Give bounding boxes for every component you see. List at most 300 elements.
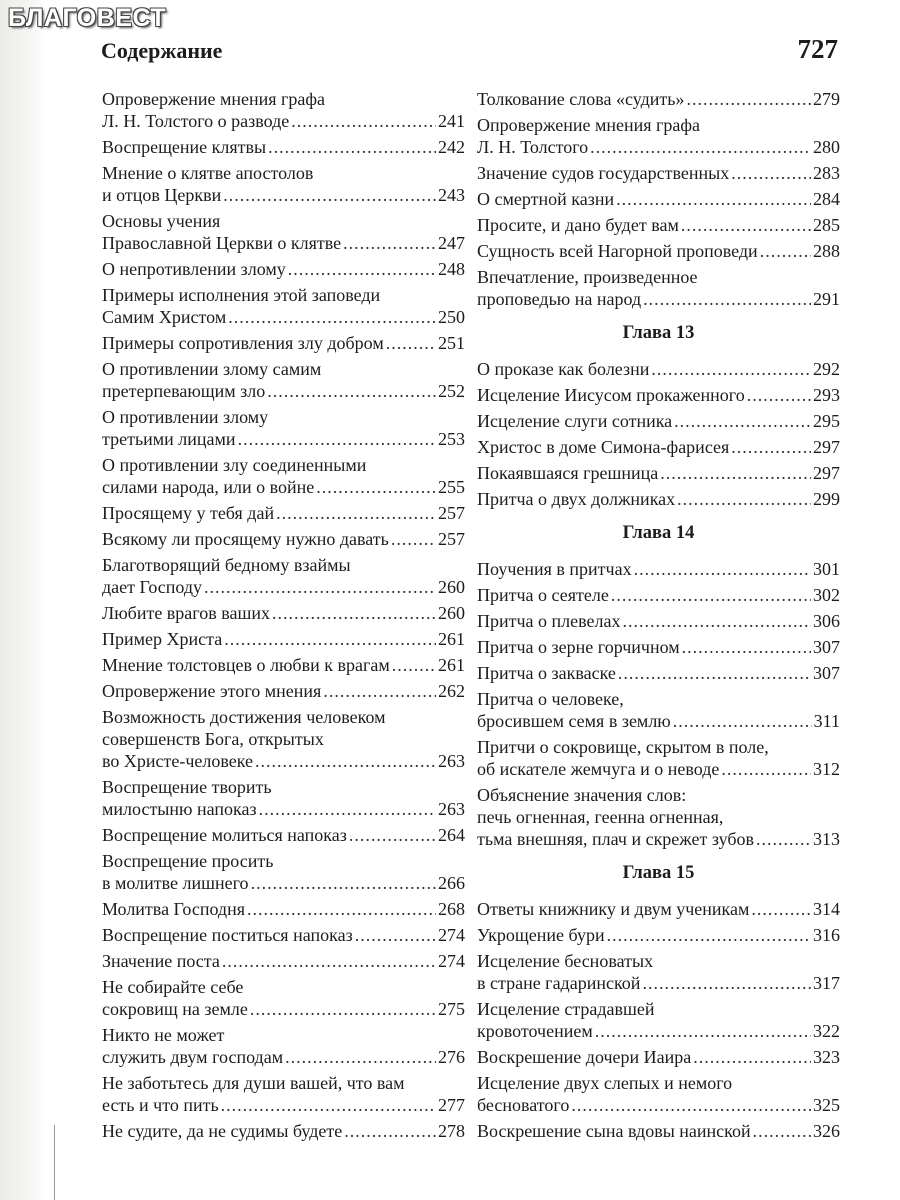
toc-entry-line: Исцеление слуги сотника [477, 411, 673, 431]
toc-entry-line: Молитва Господня [102, 899, 245, 919]
toc-entry-line: Притча о человеке, [477, 689, 624, 709]
toc-entry-final-line [102, 998, 465, 1020]
toc-page-number: 263 [438, 751, 465, 771]
toc-entry-line: Примеры сопротивления злу добром [102, 333, 384, 353]
toc-entry-final-line [102, 654, 465, 676]
toc-entry-line: Притча о плевелах [477, 611, 621, 631]
dot-leader [259, 798, 436, 820]
toc-entry [477, 410, 840, 432]
toc-entry [477, 188, 840, 210]
toc-entry [102, 654, 465, 676]
toc-entry-final-line [477, 710, 840, 732]
toc-page-number: 312 [813, 759, 840, 779]
toc-entry-final-line [102, 232, 465, 254]
chapter-heading: Глава 15 [622, 863, 695, 883]
page-edge-line [54, 1125, 55, 1200]
toc-entry-final-line [102, 602, 465, 624]
toc-page-number: 276 [438, 1047, 465, 1067]
toc-entry-final-line [477, 436, 840, 458]
toc-entry-line: Объяснение значения слов: [477, 785, 687, 805]
toc-entry [477, 358, 840, 380]
toc-entry [102, 1024, 465, 1068]
toc-entry [102, 284, 465, 328]
toc-entry-line: Возможность достижения человеком [102, 707, 386, 727]
toc-entry-line: бесноватого [477, 1095, 570, 1115]
toc-entry-line: Воспрещение клятвы [102, 137, 267, 157]
toc-entry-line: сокровищ на земле [102, 999, 248, 1019]
toc-page-number: 248 [438, 259, 465, 279]
toc-page-number: 297 [813, 437, 840, 457]
toc-entry-final-line [102, 1094, 465, 1116]
toc-entry-final-line [477, 288, 840, 310]
toc-entry [102, 136, 465, 158]
toc-entry-final-line [477, 972, 840, 994]
dot-leader [634, 558, 811, 580]
toc-entry-line: Значение судов государственных [477, 163, 730, 183]
toc-entry [477, 898, 840, 920]
toc-entry [102, 1120, 465, 1142]
toc-entry [477, 488, 840, 510]
toc-entry-line: Поучения в притчах [477, 559, 632, 579]
toc-page-number: 261 [438, 655, 465, 675]
toc-entry-final-line [102, 950, 465, 972]
toc-entry [102, 210, 465, 254]
toc-entry-final-line [102, 898, 465, 920]
toc-entry-line: печь огненная, геенна огненная, [477, 807, 724, 827]
dot-leader [677, 488, 811, 510]
toc-page-number: 283 [813, 163, 840, 183]
toc-page-number: 323 [813, 1047, 840, 1067]
dot-leader [616, 188, 811, 210]
dot-leader [642, 972, 811, 994]
toc-page-number: 284 [813, 189, 840, 209]
dot-leader [590, 136, 811, 158]
dot-leader [250, 998, 436, 1020]
toc-page-number: 326 [813, 1121, 840, 1141]
toc-entry [102, 406, 465, 450]
dot-leader [682, 636, 811, 658]
dot-leader [674, 410, 811, 432]
toc-entry [102, 602, 465, 624]
dot-leader [247, 898, 436, 920]
dot-leader [607, 924, 811, 946]
toc-entry-line: Ответы книжнику и двум ученикам [477, 899, 750, 919]
toc-entry [102, 1072, 465, 1116]
dot-leader [323, 680, 436, 702]
toc-page-number: 242 [438, 137, 465, 157]
toc-page-number: 250 [438, 307, 465, 327]
dot-leader [623, 610, 812, 632]
toc-right-column [477, 88, 840, 1146]
toc-entry-line: Православной Церкви о клятве [102, 233, 342, 253]
toc-entry-line: О противлении злому [102, 407, 269, 427]
toc-entry-line: в стране гадаринской [477, 973, 641, 993]
dot-leader [285, 1046, 436, 1068]
toc-entry-final-line [477, 136, 840, 158]
toc-entry-final-line [477, 410, 840, 432]
toc-page-number: 257 [438, 503, 465, 523]
dot-leader [571, 1094, 811, 1116]
toc-entry-final-line [477, 828, 840, 850]
dot-leader [344, 1120, 436, 1142]
dot-leader [251, 872, 436, 894]
dot-leader [693, 1046, 811, 1068]
toc-page-number: 302 [813, 585, 840, 605]
toc-page-number: 293 [813, 385, 840, 405]
toc-page-number: 255 [438, 477, 465, 497]
dot-leader [204, 576, 436, 598]
toc-entry-final-line [477, 1020, 840, 1042]
toc-entry-final-line [102, 110, 465, 132]
toc-entry [102, 850, 465, 894]
toc-page-number: 280 [813, 137, 840, 157]
dot-leader [660, 462, 811, 484]
toc-entry-line: дает Господу [102, 577, 203, 597]
toc-page-number: 317 [813, 973, 840, 993]
toc-page-number: 297 [813, 463, 840, 483]
dot-leader [391, 528, 436, 550]
chapter-heading: Глава 13 [622, 323, 695, 343]
toc-page-number: 295 [813, 411, 840, 431]
toc-entry-line: Опровержение мнения графа [477, 115, 701, 135]
toc-entry-line: Исцеление страдавшей [477, 999, 655, 1019]
dot-leader [221, 1094, 436, 1116]
toc-page-number: 257 [438, 529, 465, 549]
toc-entry-final-line [477, 358, 840, 380]
toc-entry [477, 114, 840, 158]
toc-entry [102, 162, 465, 206]
toc-page-number: 241 [438, 111, 465, 131]
toc-entry-final-line [102, 750, 465, 772]
dot-leader [611, 584, 811, 606]
toc-page-number: 261 [438, 629, 465, 649]
toc-page-number: 274 [438, 925, 465, 945]
toc-entry-final-line [102, 428, 465, 450]
toc-page-number: 313 [813, 829, 840, 849]
toc-entry-final-line [102, 680, 465, 702]
toc-entry-line: Опровержение этого мнения [102, 681, 322, 701]
toc-entry-final-line [102, 306, 465, 328]
toc-entry [477, 1072, 840, 1116]
toc-entry-line: Воскрешение дочери Иаира [477, 1047, 692, 1067]
toc-page-number: 260 [438, 577, 465, 597]
toc-entry [477, 1046, 840, 1068]
toc-entry-line: Пример Христа [102, 629, 223, 649]
dot-leader [291, 110, 436, 132]
toc-entry-line: Мнение толстовцев о любви к врагам [102, 655, 390, 675]
toc-entry-final-line [477, 662, 840, 684]
toc-entry [477, 1120, 840, 1142]
toc-entry-line: Воспрещение творить [102, 777, 272, 797]
toc-entry-line: Толкование слова «судить» [477, 89, 685, 109]
toc-entry [102, 528, 465, 550]
toc-entry-line: Христос в доме Симона-фарисея [477, 437, 730, 457]
toc-entry-line: Притча о зерне горчичном [477, 637, 680, 657]
toc-entry-line: кровоточением [477, 1021, 593, 1041]
toc-entry [477, 584, 840, 606]
toc-entry-final-line [477, 488, 840, 510]
toc-entry-line: О непротивлении злому [102, 259, 286, 279]
toc-page-number: 299 [813, 489, 840, 509]
toc-entry-line: бросившем семя в землю [477, 711, 671, 731]
toc-entry-final-line [102, 332, 465, 354]
toc-page-number: 307 [813, 637, 840, 657]
toc-entry-final-line [102, 924, 465, 946]
toc-entry-final-line [102, 502, 465, 524]
toc-entry-line: Притчи о сокровище, скрытом в поле, [477, 737, 769, 757]
toc-entry-line: совершенств Бога, открытых [102, 729, 324, 749]
toc-entry-line: силами народа, или о войне [102, 477, 315, 497]
toc-page-number: 307 [813, 663, 840, 683]
dot-leader [222, 950, 436, 972]
toc-entry-final-line [102, 824, 465, 846]
toc-page-number: 325 [813, 1095, 840, 1115]
toc-page-number: 251 [438, 333, 465, 353]
toc-entry-line: есть и что пить [102, 1095, 219, 1115]
toc-entry [477, 88, 840, 110]
toc-entry-line: Благотворящий бедному взаймы [102, 555, 351, 575]
toc-entry-final-line [477, 1094, 840, 1116]
dot-leader [276, 502, 436, 524]
dot-leader [255, 750, 436, 772]
dot-leader [228, 306, 436, 328]
toc-entry-final-line [102, 258, 465, 280]
toc-entry-line: Любите врагов ваших [102, 603, 270, 623]
toc-entry-line: Воспрещение молиться напоказ [102, 825, 347, 845]
dot-leader [316, 476, 436, 498]
toc-entry-line: О противлении злу соединенными [102, 455, 367, 475]
toc-entry [102, 680, 465, 702]
toc-entry-line: Покаявшаяся грешница [477, 463, 659, 483]
toc-entry-final-line [102, 1120, 465, 1142]
toc-entry-line: Воспрещение поститься напоказ [102, 925, 353, 945]
toc-entry-line: Исцеление двух слепых и немого [477, 1073, 733, 1093]
toc-entry-final-line [477, 924, 840, 946]
toc-entry-line: Самим Христом [102, 307, 227, 327]
toc-entry-final-line [477, 610, 840, 632]
toc-entry [102, 628, 465, 650]
toc-entry-final-line [477, 88, 840, 110]
toc-entry-line: Притча о сеятеле [477, 585, 609, 605]
toc-entry [477, 214, 840, 236]
toc-entry-final-line [102, 872, 465, 894]
toc-page-number: 291 [813, 289, 840, 309]
toc-page-number: 268 [438, 899, 465, 919]
toc-entry [102, 454, 465, 498]
dot-leader [721, 758, 811, 780]
dot-leader [681, 214, 811, 236]
toc-entry-line: и отцов Церкви [102, 185, 222, 205]
toc-entry-final-line [477, 584, 840, 606]
dot-leader [760, 240, 811, 262]
toc-entry-line: Воскрешение сына вдовы наинской [477, 1121, 751, 1141]
toc-page-number: 262 [438, 681, 465, 701]
toc-page-number: 266 [438, 873, 465, 893]
watermark-logo: БЛАГОВЕСТ [8, 4, 167, 32]
toc-entry-final-line [102, 798, 465, 820]
toc-entry-line: Всякому ли просящему нужно давать [102, 529, 389, 549]
toc-entry-line: Не собирайте себе [102, 977, 244, 997]
toc-entry [102, 976, 465, 1020]
toc-entry-final-line [477, 898, 840, 920]
toc-entry [477, 610, 840, 632]
dot-leader [618, 662, 811, 684]
toc-page-number: 306 [813, 611, 840, 631]
toc-entry [102, 258, 465, 280]
toc-entry-line: претерпевающим зло [102, 381, 266, 401]
toc-entry-line: Примеры исполнения этой заповеди [102, 285, 381, 305]
toc-entry [102, 88, 465, 132]
toc-entry-line: О смертной казни [477, 189, 615, 209]
dot-leader [595, 1020, 811, 1042]
toc-entry [477, 384, 840, 406]
dot-leader [751, 898, 811, 920]
toc-entry [477, 736, 840, 780]
toc-entry-line: Воспрещение просить [102, 851, 274, 871]
dot-leader [392, 654, 436, 676]
dot-leader [753, 1120, 811, 1142]
toc-entry-final-line [102, 184, 465, 206]
dot-leader [267, 380, 436, 402]
toc-entry-line: Опровержение мнения графа [102, 89, 326, 109]
toc-entry [477, 784, 840, 850]
toc-entry [102, 358, 465, 402]
page-header-title: Содержание [101, 38, 223, 63]
toc-entry-final-line [477, 1046, 840, 1068]
toc-entry [477, 636, 840, 658]
toc-entry-line: Никто не может [102, 1025, 225, 1045]
dot-leader [643, 288, 811, 310]
toc-entry-line: Л. Н. Толстого [477, 137, 589, 157]
toc-page-number: 288 [813, 241, 840, 261]
toc-page-number: 247 [438, 233, 465, 253]
toc-entry-line: Исцеление бесноватых [477, 951, 654, 971]
toc-entry-line: Не судите, да не судимы будете [102, 1121, 343, 1141]
toc-entry-line: Впечатление, произведенное [477, 267, 698, 287]
toc-entry [477, 998, 840, 1042]
toc-entry-line: Притча о двух должниках [477, 489, 676, 509]
toc-entry [477, 462, 840, 484]
toc-page-number: 311 [813, 711, 840, 731]
toc-entry [477, 162, 840, 184]
toc-page-number: 274 [438, 951, 465, 971]
dot-leader [731, 162, 811, 184]
toc-entry-final-line [102, 380, 465, 402]
toc-entry-line: Исцеление Иисусом прокаженного [477, 385, 745, 405]
toc-page-number: 316 [813, 925, 840, 945]
toc-page-number: 278 [438, 1121, 465, 1141]
toc-entry-line: служить двум господам [102, 1047, 284, 1067]
toc-entry-line: третьими лицами [102, 429, 236, 449]
chapter-heading: Глава 14 [622, 523, 695, 543]
toc-entry-line: Л. Н. Толстого о разводе [102, 111, 290, 131]
toc-entry [102, 554, 465, 598]
page-gutter-shadow [0, 0, 46, 1200]
toc-entry-line: Укрощение бури [477, 925, 605, 945]
toc-entry-final-line [477, 214, 840, 236]
toc-page-number: 253 [438, 429, 465, 449]
toc-entry-final-line [477, 558, 840, 580]
toc-entry-final-line [102, 628, 465, 650]
dot-leader [386, 332, 436, 354]
toc-entry-line: Не заботьтесь для души вашей, что вам [102, 1073, 405, 1093]
toc-entry [477, 558, 840, 580]
dot-leader [686, 88, 811, 110]
toc-entry-line: Просящему у тебя дай [102, 503, 275, 523]
toc-entry-final-line [477, 162, 840, 184]
dot-leader [756, 828, 811, 850]
toc-entry-final-line [477, 384, 840, 406]
toc-entry [102, 332, 465, 354]
toc-page-number: 277 [438, 1095, 465, 1115]
toc-entry-final-line [477, 636, 840, 658]
page-number: 727 [797, 34, 838, 64]
dot-leader [747, 384, 811, 406]
toc-entry-line: Просите, и дано будет вам [477, 215, 679, 235]
toc-page-number: 252 [438, 381, 465, 401]
toc-page-number: 263 [438, 799, 465, 819]
toc-entry-line: Сущность всей Нагорной проповеди [477, 241, 758, 261]
dot-leader [651, 358, 811, 380]
toc-entry-line: проповедью на народ [477, 289, 642, 309]
toc-entry-line: в молитве лишнего [102, 873, 249, 893]
toc-entry [102, 824, 465, 846]
toc-entry [477, 240, 840, 262]
toc-page-number: 275 [438, 999, 465, 1019]
toc-page-number: 264 [438, 825, 465, 845]
toc-entry [477, 266, 840, 310]
toc-page-number: 314 [813, 899, 840, 919]
toc-entry [477, 688, 840, 732]
dot-leader [238, 428, 436, 450]
toc-page-number: 260 [438, 603, 465, 623]
toc-entry-final-line [477, 1120, 840, 1142]
toc-entry [477, 924, 840, 946]
dot-leader [349, 824, 436, 846]
dot-leader [673, 710, 812, 732]
toc-entry-line: во Христе-человеке [102, 751, 254, 771]
dot-leader [223, 184, 436, 206]
toc-entry [102, 502, 465, 524]
toc-entry-line: О противлении злому самим [102, 359, 322, 379]
toc-entry [477, 436, 840, 458]
toc-entry-line: тьма внешняя, плач и скрежет зубов [477, 829, 755, 849]
toc-entry-final-line [102, 576, 465, 598]
toc-entry-final-line [477, 758, 840, 780]
toc-entry [102, 776, 465, 820]
toc-left-column [102, 88, 465, 1146]
toc-entry [102, 924, 465, 946]
toc-entry-line: Мнение о клятве апостолов [102, 163, 314, 183]
toc-page-number: 292 [813, 359, 840, 379]
dot-leader [343, 232, 436, 254]
dot-leader [731, 436, 811, 458]
toc-entry-line: Значение поста [102, 951, 220, 971]
dot-leader [272, 602, 436, 624]
toc-entry-final-line [102, 476, 465, 498]
toc-entry-final-line [102, 1046, 465, 1068]
toc-page-number: 285 [813, 215, 840, 235]
toc-entry-line: об искателе жемчуга и о неводе [477, 759, 720, 779]
toc-entry-line: О проказе как болезни [477, 359, 650, 379]
toc-entry-final-line [102, 528, 465, 550]
toc-entry [477, 662, 840, 684]
toc-page-number: 322 [813, 1021, 840, 1041]
toc-page-number: 279 [813, 89, 840, 109]
toc-entry-line: милостыню напоказ [102, 799, 257, 819]
toc-entry-final-line [477, 240, 840, 262]
toc-entry-final-line [477, 188, 840, 210]
